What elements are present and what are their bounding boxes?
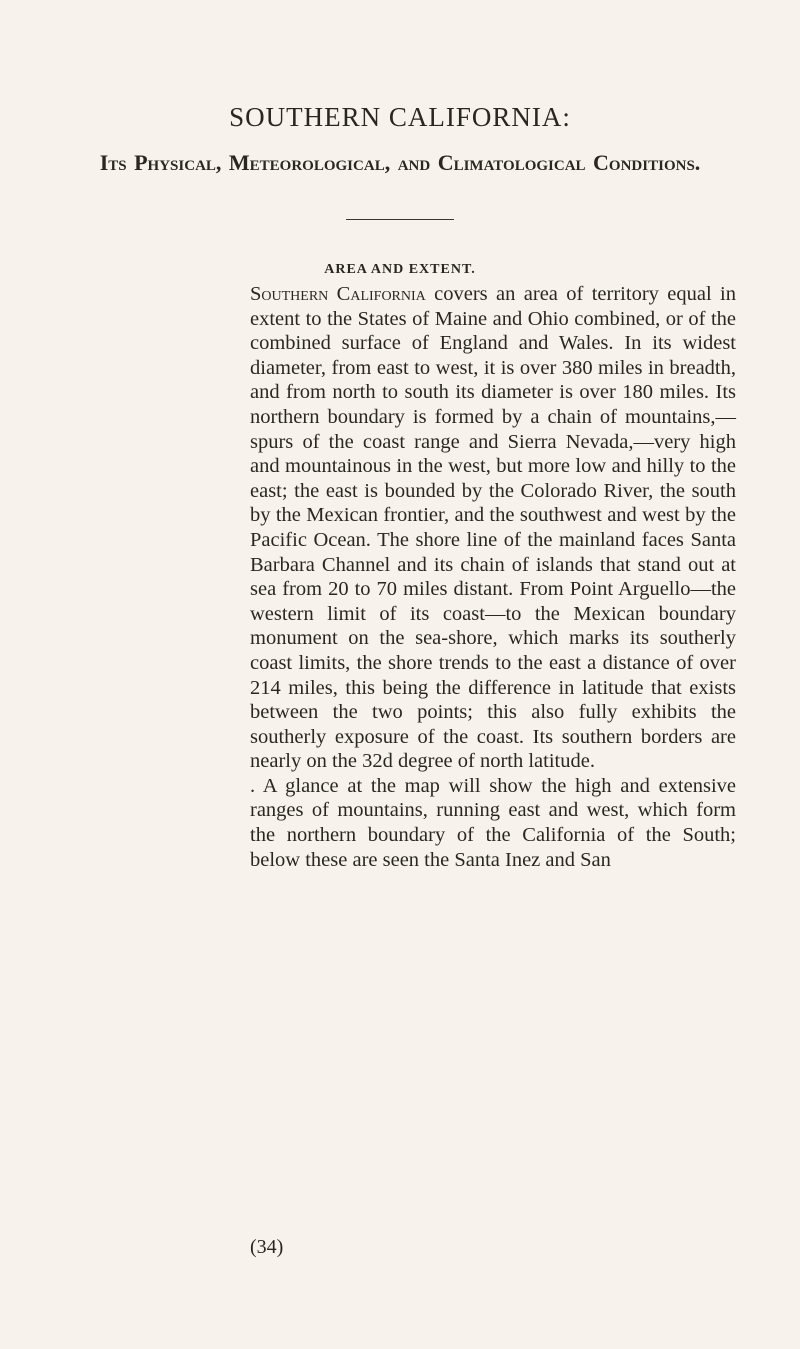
page-number: (34) xyxy=(250,1236,284,1258)
divider-rule xyxy=(346,219,454,220)
section-heading: AREA AND EXTENT. xyxy=(324,262,476,277)
paragraph-1 xyxy=(250,282,736,774)
paragraph-2: . A glance at the map will show the high and extensive ranges of mountains, running east and west, which form the northern boundary of the California of the South; below these are seen the Santa Inez and San xyxy=(250,774,736,871)
page-subtitle: Its Physical, Meteorological, and Climatological Conditions. xyxy=(99,150,701,175)
body-text xyxy=(250,282,736,872)
paragraph-1-rest: covers an area of territory equal in extent to the States of Maine and Ohio combined, or of the combined surface of England and Wales. In its widest diameter, from east to west, it is over 380 miles in breadth, and from north to south its diameter is over 180 miles. Its northern boundary is formed by a chain of mountains,—spurs of the coast range and Sierra Nevada,—very high and mountainous in the west, but more low and hilly to the east; the east is bounded by the Colorado River, the south by the Mexican frontier, and the southwest and west by the Pacific Ocean. The shore line of the mainland faces Santa Barbara Channel and its chain of islands that stand out at sea from 20 to 70 miles distant. From Point Arguello—the western limit of its coast—to the Mexican boundary monument on the sea-shore, which marks its southerly coast limits, the shore trends to the east a distance of over 214 miles, this being the difference in latitude that exists between the two points; this also fully exhibits the southerly exposure of the coast. Its southern borders are nearly on the 32d degree of north latitude. xyxy=(250,283,736,773)
paragraph-1-lead: Southern California xyxy=(250,283,426,305)
page-title: SOUTHERN CALIFORNIA: xyxy=(229,102,571,132)
